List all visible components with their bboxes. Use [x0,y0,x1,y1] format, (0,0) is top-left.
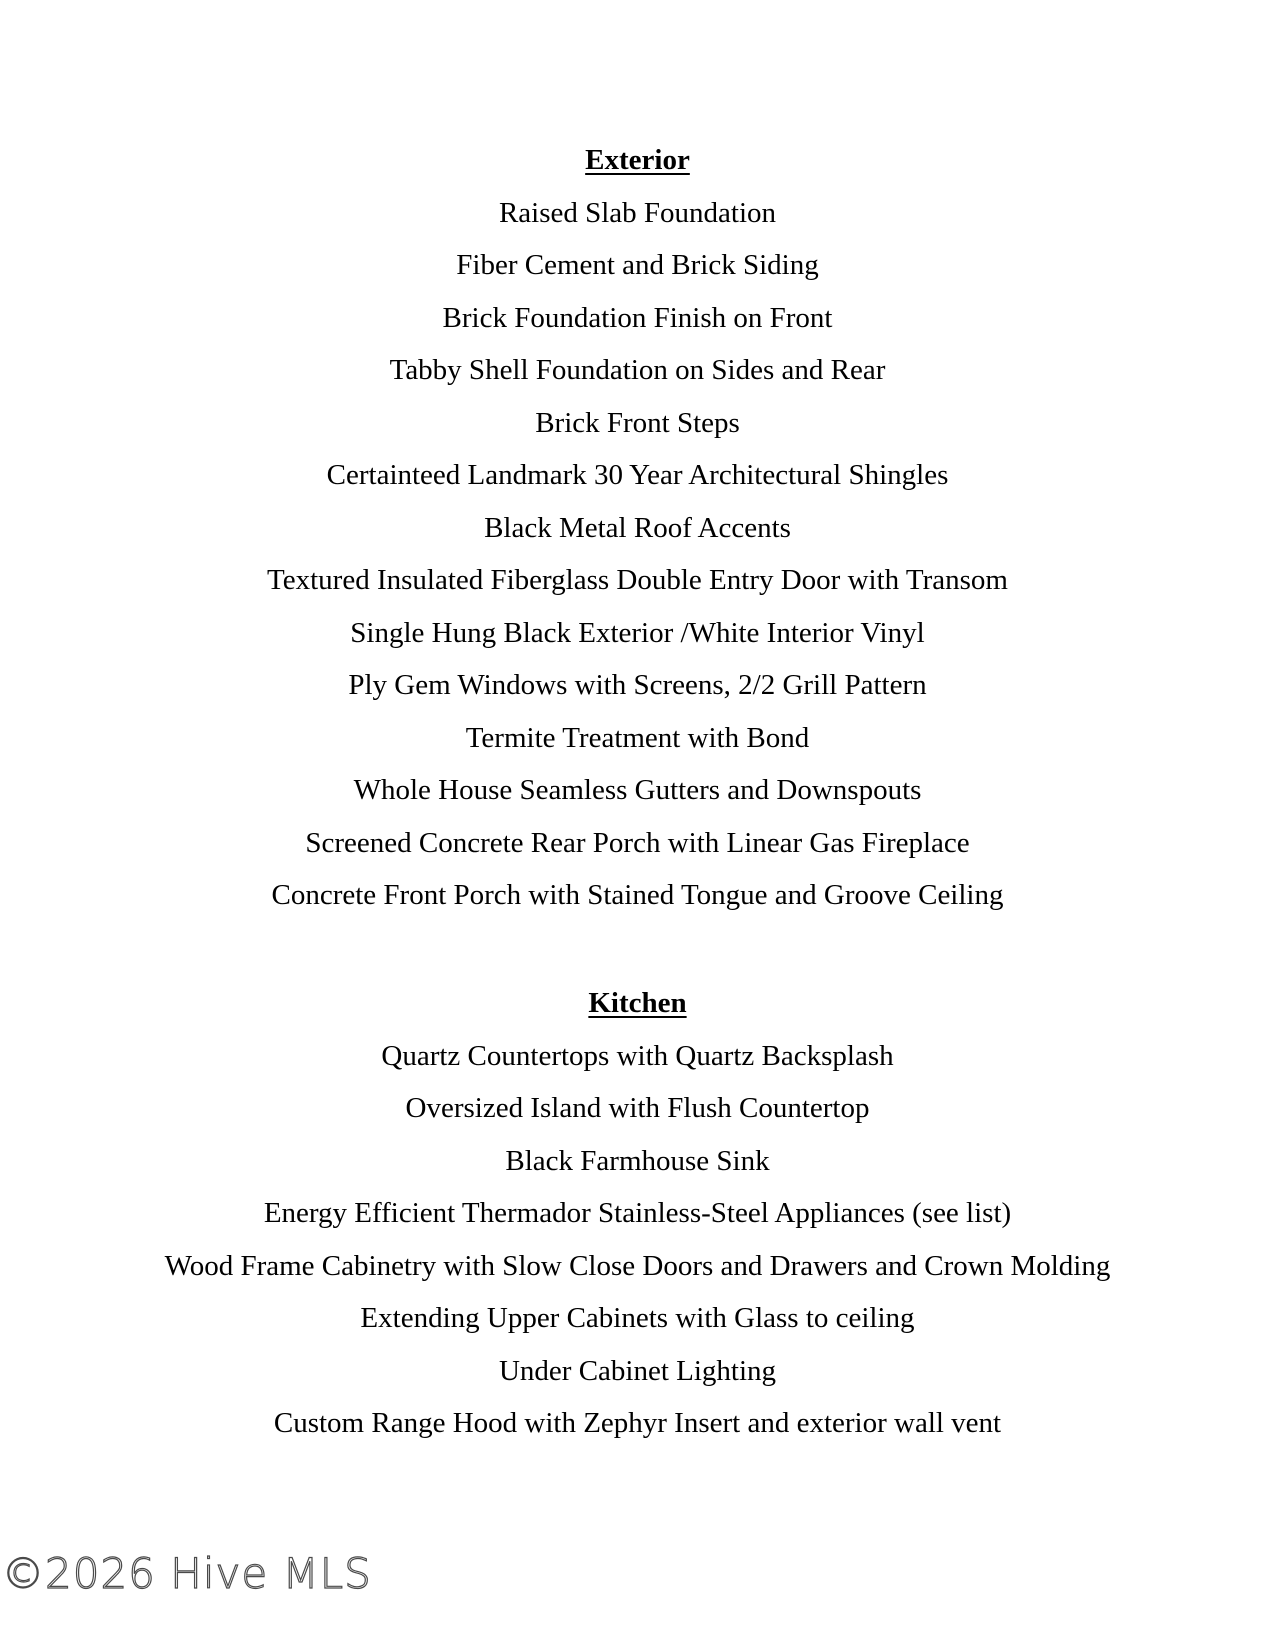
exterior-item: Ply Gem Windows with Screens, 2/2 Grill Pattern [348,669,927,701]
kitchen-section [0,977,1275,1450]
kitchen-item: Black Farmhouse Sink [505,1144,770,1177]
exterior-item: Termite Treatment with Bond [465,721,810,754]
exterior-item: Brick Front Steps [535,406,740,439]
kitchen-heading: Kitchen [588,987,687,1019]
exterior-item: Single Hung Black Exterior /White Interior Vinyl [350,616,925,649]
kitchen-item: Wood Frame Cabinetry with Slow Close Doors and Drawers and Crown Molding [164,1249,1111,1282]
exterior-item: Black Metal Roof Accents [484,511,791,544]
exterior-item: Raised Slab Foundation [498,196,777,229]
kitchen-item: Quartz Countertops with Quartz Backsplash [381,1039,894,1072]
exterior-section [0,134,1275,922]
kitchen-list [0,1030,1275,1450]
kitchen-item: Custom Range Hood with Zephyr Insert and exterior wall vent [273,1407,1002,1439]
exterior-list [0,187,1275,922]
kitchen-item: Oversized Island with Flush Countertop [405,1092,870,1124]
exterior-item: Concrete Front Porch with Stained Tongue and Groove Ceiling [271,879,1004,911]
exterior-item: Whole House Seamless Gutters and Downspouts [353,774,922,806]
copyright-watermark: ©2026 Hive MLS [2,1549,372,1598]
exterior-item: Tabby Shell Foundation on Sides and Rear [389,354,886,386]
exterior-item: Textured Insulated Fiberglass Double Entry Door with Transom [267,564,1008,596]
exterior-item: Brick Foundation Finish on Front [442,301,833,334]
exterior-item: Screened Concrete Rear Porch with Linear Gas Fireplace [305,826,970,859]
exterior-heading: Exterior [585,144,690,176]
exterior-item: Fiber Cement and Brick Siding [456,249,819,281]
kitchen-item: Energy Efficient Thermador Stainless-Steel Appliances (see list) [263,1197,1012,1229]
kitchen-item: Extending Upper Cabinets with Glass to ceiling [360,1302,915,1334]
exterior-item: Certainteed Landmark 30 Year Architectural Shingles [326,459,949,491]
kitchen-item: Under Cabinet Lighting [498,1354,777,1387]
